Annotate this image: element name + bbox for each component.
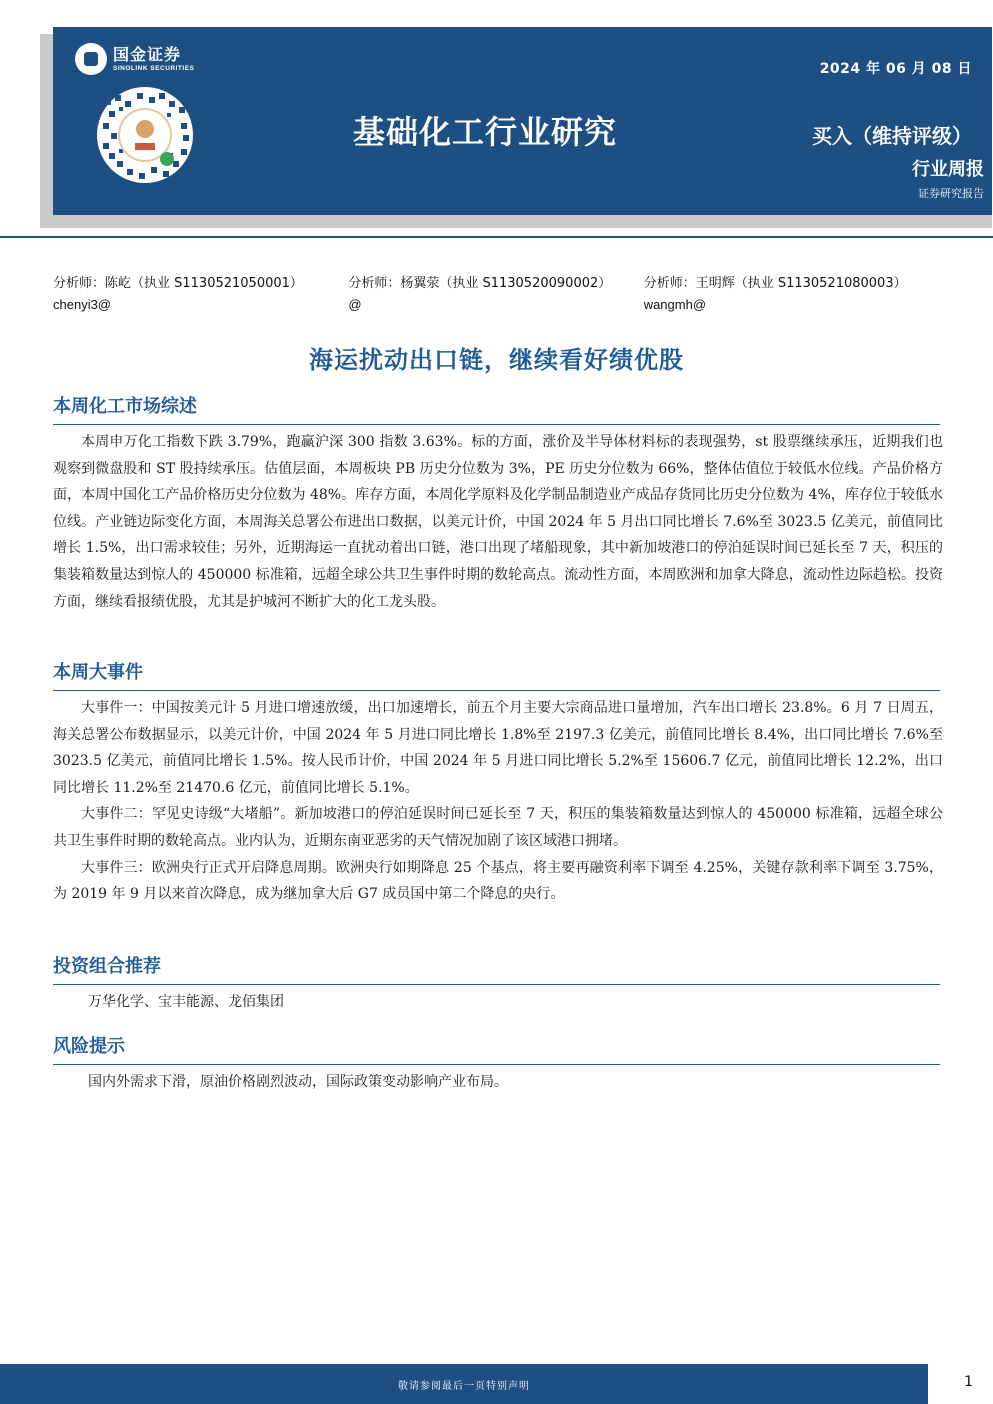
qr-code-icon xyxy=(97,87,193,183)
analyst-item xyxy=(348,273,643,315)
logo-en-text: SINOLINK SECURITIES xyxy=(113,64,195,72)
analyst-email[interactable]: chenyi3@ xyxy=(53,297,112,312)
footer-notice[interactable]: 敬请参阅最后一页特别声明 xyxy=(398,1381,530,1392)
body-paragraph: 大事件二：罕见史诗级“大堵船”。新加坡港口的停泊延误时间已延长至 7 天，积压的集装箱数量达到惊人的 450000 标准箱，远超全球公共卫生事件时期的数轮高点。业内认为，近期东南亚恶劣的天气情况加剧了该区域港口拥堵。 xyxy=(53,806,943,849)
section-title: 本周大事件 xyxy=(53,662,143,683)
analyst-email[interactable]: @ xyxy=(348,297,362,312)
logo-icon xyxy=(75,43,107,75)
analyst-list xyxy=(53,273,953,315)
section-divider xyxy=(53,1064,940,1065)
section-divider xyxy=(53,984,940,985)
analyst-name: 分析师：陈屹（执业 S1130521050001） xyxy=(53,276,303,291)
body-paragraph: 大事件一：中国按美元计 5 月进口增速放缓，出口加速增长，前五个月主要大宗商品进口量增加，汽车出口增长 23.8%。6 月 7 日周五，海关总署公布数据显示，以美元计价，中国 2024 年 5 月进口同比增长 1.8%至 2197.3 亿美元，前值同比增长 8.4%，出口同比增长 7.6%至 3023.5 亿美元，前值同比增长 1.5%。按人民币计价，中国 2024 年 5 月进口同比增长 5.2%至 15606.7 亿元，前值同比增长 12.2%，出口同比增长 11.2%至 21470.6 亿元，前值同比增长 5.1%。 xyxy=(53,700,943,796)
report-subtype: 证券研究报告 xyxy=(918,187,984,200)
report-title: 基础化工行业研究 xyxy=(353,113,618,151)
analyst-name: 分析师：杨翼荥（执业 S1130520090002） xyxy=(348,276,612,291)
section-title: 本周化工市场综述 xyxy=(53,396,197,417)
page-number: 1 xyxy=(964,1374,973,1390)
report-date: 2024 年 06 月 08 日 xyxy=(819,61,972,77)
rating: 买入（维持评级） xyxy=(812,124,972,148)
analyst-item xyxy=(644,273,953,315)
report-type: 行业周报 xyxy=(912,159,984,180)
analyst-name: 分析师：王明辉（执业 S1130521080003） xyxy=(643,276,907,291)
report-headline: 海运扰动出口链，继续看好绩优股 xyxy=(309,346,684,374)
section-portfolio xyxy=(53,954,943,1015)
body-paragraph: 大事件三：欧洲央行正式开启降息周期。欧洲央行如期降息 25 个基点，将主要再融资利率下调至 4.25%，关键存款利率下调至 3.75%，为 2019 年 9 月以来首次降息，成为继加拿大后 G7 成员国中第二个降息的央行。 xyxy=(53,859,943,903)
header-divider xyxy=(0,236,993,238)
body-paragraph: 本周申万化工指数下跌 3.79%，跑赢沪深 300 指数 3.63%。标的方面，涨价及半导体材料标的表现强势，st 股票继续承压，近期我们也观察到微盘股和 ST 股持续承压。估值层面，本周板块 PB 历史分位数为 3%，PE 历史分位数为 66%，整体估值位于较低水位线。产品价格方面，本周中国化工产品价格历史分位数为 48%。库存方面，本周化学原料及化学制品制造业产成品存货同比历史分位数为 4%，库存位于较低水位线。产业链边际变化方面，本周海关总署公布进出口数据，以美元计价，中国 2024 年 5 月出口同比增长 7.6%至 3023.5 亿美元，前值同比增长 1.5%，出口需求较佳；另外，近期海运一直扰动着出口链，港口出现了堵船现象，其中新加坡港口的停泊延误时间已延长至 7 天，积压的集装箱数量达到惊人的 450000 标准箱，远超全球公共卫生事件时期的数轮高点。流动性方面，本周欧洲和加拿大降息，流动性边际趋松。投资方面，继续看报绩优股，尤其是护城河不断扩大的化工龙头股。 xyxy=(53,434,943,610)
section-risk xyxy=(53,1034,943,1095)
risk-text: 国内外需求下滑，原油价格剧烈波动，国际政策变动影响产业布局。 xyxy=(88,1074,508,1090)
header-banner xyxy=(53,27,992,215)
section-market-review xyxy=(53,394,943,615)
analyst-item xyxy=(53,273,348,315)
portfolio-list: 万华化学、宝丰能源、龙佰集团 xyxy=(88,994,284,1010)
section-divider xyxy=(53,690,940,691)
section-title: 投资组合推荐 xyxy=(53,956,161,977)
section-weekly-events xyxy=(53,660,943,908)
company-logo xyxy=(75,43,194,75)
section-title: 风险提示 xyxy=(53,1036,125,1057)
analyst-email[interactable]: wangmh@ xyxy=(643,297,707,312)
logo-cn-text: 国金证券 xyxy=(113,44,182,64)
section-divider xyxy=(53,424,940,425)
